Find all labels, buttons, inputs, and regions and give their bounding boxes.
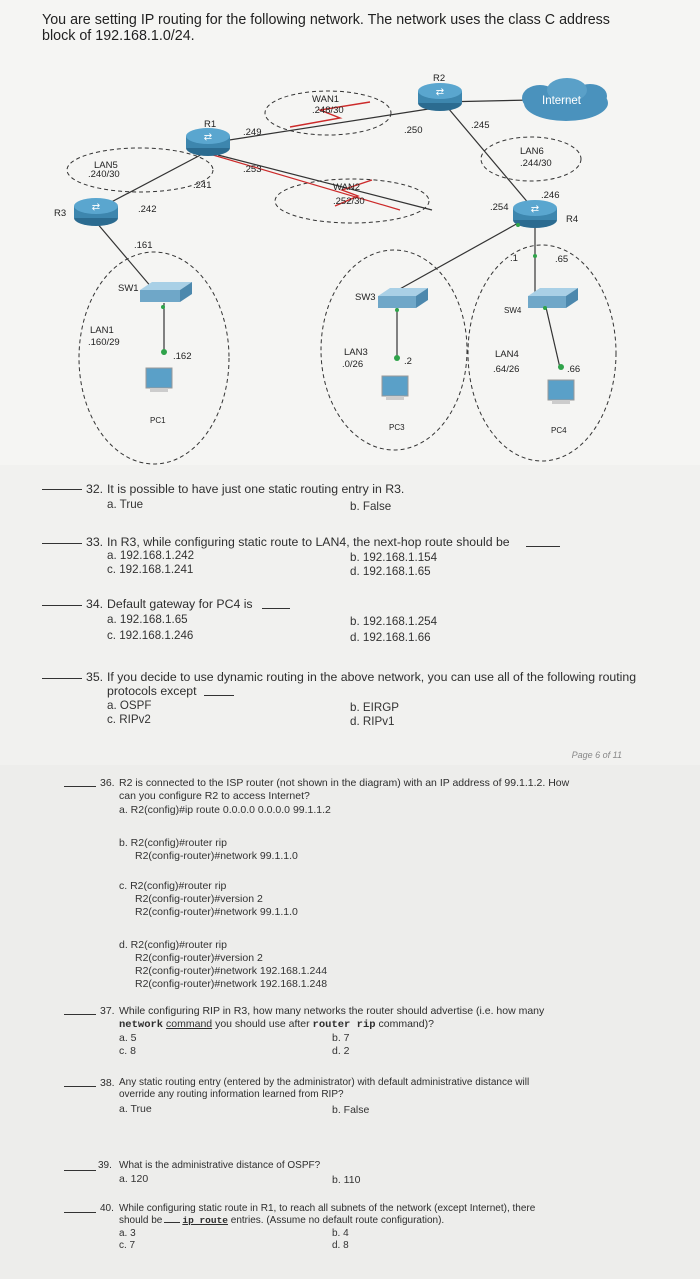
q40-option-d[interactable]: d. 8 — [332, 1240, 349, 1251]
q35-text-line1: If you decide to use dynamic routing in the above network, you can use all of the following routing — [107, 670, 637, 684]
questions-page-7 — [0, 765, 700, 1279]
q40-inline-blank[interactable] — [164, 1222, 180, 1223]
svg-text:.64/26: .64/26 — [493, 364, 520, 375]
svg-text:SW1: SW1 — [118, 283, 139, 294]
svg-text:.66: .66 — [567, 364, 581, 375]
q35-option-c[interactable]: c. RIPv2 — [107, 713, 151, 726]
svg-text:.244/30: .244/30 — [520, 158, 552, 169]
svg-text:⇄: ⇄ — [435, 87, 445, 98]
q40-option-b[interactable]: b. 4 — [332, 1228, 349, 1239]
q34-option-b[interactable]: b. 192.168.1.254 — [350, 615, 438, 628]
svg-text:.241: .241 — [193, 180, 212, 191]
intro-text: You are setting IP routing for the following network. The network uses the class C address block of 192.168.1.0/24. — [42, 12, 610, 44]
router-r1-icon — [186, 128, 230, 156]
q39-number: 39. — [98, 1160, 112, 1171]
router-r2-icon — [418, 83, 462, 111]
pc4-icon — [548, 380, 574, 404]
q38-text-line1: Any static routing entry (entered by the administrator) with default administrative distance will — [119, 1077, 530, 1088]
q33-option-b[interactable]: b. 192.168.1.154 — [350, 551, 438, 564]
q33-option-d[interactable]: d. 192.168.1.65 — [350, 565, 431, 578]
q40-option-c[interactable]: c. 7 — [119, 1240, 136, 1251]
q34-option-a[interactable]: a. 192.168.1.65 — [107, 613, 188, 626]
svg-text:.252/30: .252/30 — [333, 196, 365, 207]
svg-text:.250: .250 — [404, 125, 423, 136]
q37-number: 37. — [100, 1005, 115, 1017]
q33-number: 33. — [86, 535, 104, 549]
q35-text-line2: protocols except — [107, 684, 197, 698]
svg-text:R2: R2 — [433, 73, 446, 84]
q37-option-d[interactable]: d. 2 — [332, 1045, 350, 1057]
network-diagram — [0, 0, 700, 465]
pc3-icon — [382, 376, 408, 400]
q37-option-c[interactable]: c. 8 — [119, 1045, 136, 1057]
svg-text:.2: .2 — [404, 356, 412, 367]
svg-text:R1: R1 — [204, 119, 217, 130]
switch-sw3-icon — [378, 288, 428, 308]
link-r4-sw3 — [398, 222, 520, 290]
svg-text:R4: R4 — [566, 214, 579, 225]
svg-text:.253: .253 — [243, 164, 262, 175]
q36-text-line1: R2 is connected to the ISP router (not shown in the diagram) with an IP address of 99.1.1.2. How — [119, 777, 570, 789]
q39-option-b[interactable]: b. 110 — [332, 1174, 361, 1186]
svg-text:.242: .242 — [138, 204, 157, 215]
svg-text:.160/29: .160/29 — [88, 337, 120, 348]
svg-text:.245: .245 — [471, 120, 490, 131]
q38-option-a[interactable]: a. True — [119, 1103, 152, 1115]
q36-option-d-line2: R2(config-router)#version 2 — [135, 952, 263, 964]
q36-option-d-line4: R2(config-router)#network 192.168.1.248 — [135, 978, 328, 990]
q38-option-b[interactable]: b. False — [332, 1104, 370, 1116]
svg-text:.162: .162 — [173, 351, 192, 362]
pc1-icon — [146, 368, 172, 392]
svg-text:PC3: PC3 — [389, 423, 405, 432]
svg-text:SW4: SW4 — [504, 306, 522, 315]
svg-text:R3: R3 — [54, 208, 67, 219]
q40-number: 40. — [100, 1203, 114, 1214]
q36-option-c-line1[interactable]: c. R2(config)#router rip — [119, 880, 227, 892]
q39-text: What is the administrative distance of OSPF? — [119, 1160, 321, 1171]
q40-text-line2: should be ip route entries. (Assume no default route configuration). — [119, 1215, 445, 1226]
q32-option-a[interactable]: a. True — [107, 498, 144, 511]
svg-text:.248/30: .248/30 — [312, 105, 344, 116]
svg-text:WAN1: WAN1 — [312, 94, 340, 105]
q35-option-a[interactable]: a. OSPF — [107, 699, 152, 712]
svg-text:LAN6: LAN6 — [520, 146, 544, 157]
q37-option-b[interactable]: b. 7 — [332, 1032, 350, 1044]
q40-option-a[interactable]: a. 3 — [119, 1228, 136, 1239]
q36-option-c-line2: R2(config-router)#version 2 — [135, 893, 263, 905]
svg-text:Internet: Internet — [542, 95, 581, 107]
q34-text: Default gateway for PC4 is — [107, 597, 253, 611]
svg-text:⇄: ⇄ — [530, 204, 540, 215]
q33-option-a[interactable]: a. 192.168.1.242 — [107, 549, 195, 562]
q39-option-a[interactable]: a. 120 — [119, 1173, 149, 1185]
svg-text:LAN4: LAN4 — [495, 349, 519, 360]
svg-text:⇄: ⇄ — [91, 202, 101, 213]
q38-number: 38. — [100, 1077, 115, 1089]
svg-text:.254: .254 — [490, 202, 509, 213]
questions-page-6 — [0, 465, 700, 765]
q35-number: 35. — [86, 670, 104, 684]
q40-text-line1: While configuring static route in R1, to reach all subnets of the network (except Internet), there — [119, 1203, 536, 1214]
q32-number: 32. — [86, 482, 104, 496]
q36-number: 36. — [100, 777, 115, 789]
link-sw4-pc4 — [545, 303, 560, 368]
svg-text:.161: .161 — [134, 240, 153, 251]
svg-text:LAN1: LAN1 — [90, 325, 114, 336]
q32-option-b[interactable]: b. False — [350, 500, 392, 513]
svg-text:.65: .65 — [555, 254, 569, 265]
svg-text:.0/26: .0/26 — [342, 359, 364, 370]
q37-text-line2: network command you should use after router rip command)? — [119, 1018, 434, 1031]
switch-sw4-icon — [528, 288, 578, 308]
svg-text:.240/30: .240/30 — [88, 169, 120, 180]
svg-text:WAN2: WAN2 — [333, 182, 361, 193]
q36-option-d-line3: R2(config-router)#network 192.168.1.244 — [135, 965, 328, 977]
q35-option-d[interactable]: d. RIPv1 — [350, 715, 395, 728]
q38-text-line2: override any routing information learned from RIP? — [119, 1089, 344, 1100]
svg-text:.246: .246 — [541, 190, 560, 201]
q36-option-c-line3: R2(config-router)#network 99.1.1.0 — [135, 906, 298, 918]
q36-text-line2: can you configure R2 to access Internet? — [119, 790, 310, 802]
svg-text:PC1: PC1 — [150, 416, 166, 425]
q35-option-b[interactable]: b. EIRGP — [350, 701, 399, 714]
q34-number: 34. — [86, 597, 104, 611]
svg-text:LAN3: LAN3 — [344, 347, 368, 358]
q32-text: It is possible to have just one static routing entry in R3. — [107, 482, 405, 496]
q36-option-d-line1[interactable]: d. R2(config)#router rip — [119, 939, 227, 951]
svg-text:⇄: ⇄ — [203, 132, 213, 143]
svg-text:.1: .1 — [510, 253, 518, 264]
switch-sw1-icon — [140, 282, 192, 302]
q34-option-d[interactable]: d. 192.168.1.66 — [350, 631, 431, 644]
lan3-ellipse — [321, 250, 467, 450]
diagram-page — [0, 0, 700, 465]
svg-text:LAN5: LAN5 — [94, 160, 118, 171]
q36-option-a[interactable]: a. R2(config)#ip route 0.0.0.0 0.0.0.0 99.1.1.2 — [119, 804, 331, 816]
q33-text: In R3, while configuring static route to LAN4, the next-hop route should be — [107, 535, 510, 549]
q36-option-b-line1[interactable]: b. R2(config)#router rip — [119, 837, 227, 849]
q37-text-line1: While configuring RIP in R3, how many networks the router should advertise (i.e. how many — [119, 1005, 545, 1017]
svg-text:PC4: PC4 — [551, 426, 567, 435]
svg-text:SW3: SW3 — [355, 292, 376, 303]
svg-text:.249: .249 — [243, 127, 262, 138]
page-number: Page 6 of 11 — [571, 750, 622, 760]
q37-option-a[interactable]: a. 5 — [119, 1032, 137, 1044]
q34-option-c[interactable]: c. 192.168.1.246 — [107, 629, 194, 642]
q36-option-b-line2: R2(config-router)#network 99.1.1.0 — [135, 850, 298, 862]
router-r3-icon — [74, 198, 118, 226]
lan4-ellipse — [468, 245, 616, 461]
q33-option-c[interactable]: c. 192.168.1.241 — [107, 563, 194, 576]
